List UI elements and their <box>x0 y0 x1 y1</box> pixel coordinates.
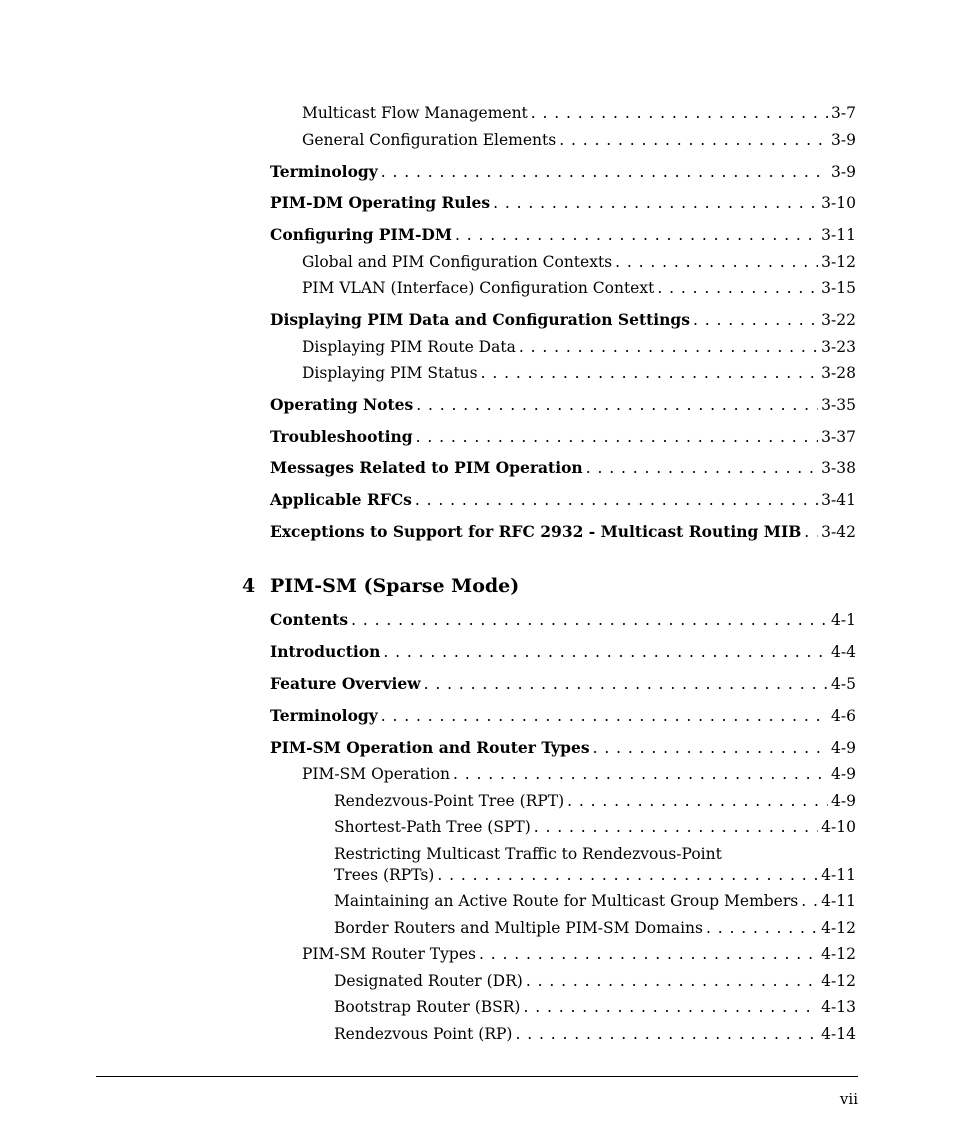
toc-entry[interactable] <box>270 310 856 330</box>
toc-entry-page: 4-11 <box>821 866 856 884</box>
toc-entry[interactable] <box>334 791 856 811</box>
toc-entry-page: 3-7 <box>831 104 856 122</box>
toc-entry-title: Terminology <box>270 706 378 725</box>
toc-dot-leader <box>515 1024 818 1044</box>
toc-entry-page: 4-4 <box>831 643 856 661</box>
toc-entry[interactable] <box>334 1024 856 1044</box>
toc-entry-page: 3-9 <box>831 163 856 181</box>
toc-entry-page: 4-9 <box>831 765 856 783</box>
toc-dot-leader <box>593 738 828 758</box>
toc-entry-page: 3-23 <box>821 338 856 356</box>
toc-entry[interactable] <box>302 252 856 272</box>
toc-entry-title: Designated Router (DR) <box>334 972 523 990</box>
footer-rule <box>96 1076 858 1077</box>
toc-entry[interactable] <box>270 427 856 447</box>
chapter-title: PIM-SM (Sparse Mode) <box>270 575 520 597</box>
toc-dot-leader <box>493 193 818 213</box>
toc-entry[interactable] <box>270 674 856 694</box>
toc-entry-page: 4-6 <box>831 707 856 725</box>
toc-dot-leader <box>801 891 818 911</box>
toc-entry-page: 3-28 <box>821 364 856 382</box>
toc-entry[interactable] <box>270 522 856 542</box>
toc-dot-leader <box>523 997 818 1017</box>
toc-entry-page: 3-12 <box>821 253 856 271</box>
toc-dot-leader <box>416 395 818 415</box>
toc-entry-title: Trees (RPTs) <box>334 866 435 884</box>
toc-dot-leader <box>381 162 828 182</box>
toc-entry-title: Global and PIM Configuration Contexts <box>302 253 613 271</box>
toc-dot-leader <box>693 310 818 330</box>
toc-entry[interactable] <box>302 363 856 383</box>
toc-entry-title: PIM-SM Router Types <box>302 945 476 963</box>
toc-entry[interactable] <box>334 865 856 885</box>
toc-dot-leader <box>479 944 818 964</box>
toc-entry-page: 4-10 <box>821 818 856 836</box>
toc-entry-page: 3-37 <box>821 428 856 446</box>
toc-entry-title: Displaying PIM Status <box>302 364 478 382</box>
toc-entry-page: 3-42 <box>821 523 856 541</box>
toc-entry-page: 3-15 <box>821 279 856 297</box>
toc-entry[interactable] <box>270 193 856 213</box>
toc-entry[interactable] <box>302 764 856 784</box>
toc-dot-leader <box>415 490 818 510</box>
toc-entry-page: 3-11 <box>821 226 856 244</box>
toc-entry[interactable] <box>334 918 856 938</box>
toc-entry-title: Introduction <box>270 642 381 661</box>
toc-dot-leader <box>381 706 828 726</box>
toc-entry-title: Bootstrap Router (BSR) <box>334 998 521 1016</box>
toc-entry-title: Rendezvous Point (RP) <box>334 1025 513 1043</box>
toc-dot-leader <box>453 764 828 784</box>
toc-entry[interactable] <box>334 891 856 911</box>
chapter-number: 4 <box>242 575 256 597</box>
toc-entry-title: Maintaining an Active Route for Multicast Group Members <box>334 892 799 910</box>
toc-entry-page: 3-41 <box>821 491 856 509</box>
toc-entry-page: 4-9 <box>831 739 856 757</box>
toc-entry[interactable] <box>334 817 856 837</box>
toc-entry-title: Operating Notes <box>270 395 414 414</box>
toc-dot-leader <box>424 674 828 694</box>
toc-entry-page: 4-14 <box>821 1025 856 1043</box>
toc-dot-leader <box>804 522 818 542</box>
toc-entry-page: 4-12 <box>821 972 856 990</box>
toc-entry-title: PIM-SM Operation and Router Types <box>270 738 590 757</box>
toc-entry-page: 4-1 <box>831 611 856 629</box>
toc-entry-page: 4-13 <box>821 998 856 1016</box>
toc-dot-leader <box>559 130 828 150</box>
toc-entry-page: 4-12 <box>821 919 856 937</box>
toc-entry[interactable] <box>270 706 856 726</box>
toc-entry-title: Exceptions to Support for RFC 2932 - Multicast Routing MIB <box>270 522 802 541</box>
toc-dot-leader <box>416 427 819 447</box>
toc-entry-title: Displaying PIM Route Data <box>302 338 516 356</box>
toc-entry-page: 4-12 <box>821 945 856 963</box>
toc-entry[interactable] <box>270 162 856 182</box>
toc-entry-title: Applicable RFCs <box>270 490 412 509</box>
page-number: vii <box>839 1090 858 1108</box>
toc-entry-title: Border Routers and Multiple PIM-SM Domains <box>334 919 703 937</box>
toc-entry-page: 4-5 <box>831 675 856 693</box>
toc-entry-title: Contents <box>270 610 349 629</box>
toc-entry-title: Shortest-Path Tree (SPT) <box>334 818 531 836</box>
toc-entry-title: PIM-SM Operation <box>302 765 451 783</box>
toc-entry-title: Multicast Flow Management <box>302 104 528 122</box>
toc-entry[interactable] <box>270 610 856 630</box>
toc-entry[interactable] <box>270 490 856 510</box>
toc-dot-leader <box>657 278 818 298</box>
toc-dot-leader <box>615 252 818 272</box>
toc-entry[interactable] <box>270 738 856 758</box>
toc-entry[interactable] <box>270 458 856 478</box>
toc-entry-page: 3-22 <box>821 311 856 329</box>
toc-dot-leader <box>481 363 819 383</box>
toc-entry-page: 3-38 <box>821 459 856 477</box>
toc-entry-title: Feature Overview <box>270 674 421 693</box>
toc-entry[interactable] <box>302 278 856 298</box>
toc-entry-title: Displaying PIM Data and Configuration Settings <box>270 310 690 329</box>
toc-entry[interactable] <box>302 944 856 964</box>
toc-entry[interactable] <box>334 971 856 991</box>
toc-entry[interactable] <box>334 997 856 1017</box>
toc-entry[interactable] <box>302 337 856 357</box>
toc-dot-leader <box>351 610 828 630</box>
toc-entry-title: Rendezvous-Point Tree (RPT) <box>334 792 565 810</box>
toc-dot-leader <box>534 817 818 837</box>
toc-dot-leader <box>383 642 828 662</box>
toc-entry[interactable] <box>302 103 856 123</box>
toc-entry-title: Messages Related to PIM Operation <box>270 458 583 477</box>
toc-entry-page: 3-9 <box>831 131 856 149</box>
toc-dot-leader <box>437 865 818 885</box>
toc-entry-page: 4-9 <box>831 792 856 810</box>
toc-entry-title-continued[interactable]: Restricting Multicast Traffic to Rendezvous-Point <box>334 845 722 863</box>
toc-entry-page: 3-10 <box>821 194 856 212</box>
toc-dot-leader <box>455 225 818 245</box>
toc-dot-leader <box>706 918 818 938</box>
toc-entry-title: PIM-DM Operating Rules <box>270 193 491 212</box>
toc-entry-title: General Configuration Elements <box>302 131 557 149</box>
toc-entry-page: 4-11 <box>821 892 856 910</box>
toc-entry[interactable] <box>270 395 856 415</box>
toc-dot-leader <box>567 791 828 811</box>
toc-dot-leader <box>586 458 818 478</box>
toc-entry[interactable] <box>302 130 856 150</box>
toc-entry-page: 3-35 <box>821 396 856 414</box>
chapter-heading[interactable] <box>242 575 519 597</box>
toc-dot-leader <box>526 971 818 991</box>
toc-entry-title: Troubleshooting <box>270 427 413 446</box>
toc-dot-leader <box>531 103 828 123</box>
toc-dot-leader <box>519 337 818 357</box>
toc-entry-title: Terminology <box>270 162 378 181</box>
toc-entry[interactable] <box>270 642 856 662</box>
toc-entry-title: PIM VLAN (Interface) Configuration Context <box>302 279 655 297</box>
toc-entry[interactable] <box>270 225 856 245</box>
toc-entry-title: Configuring PIM-DM <box>270 225 452 244</box>
